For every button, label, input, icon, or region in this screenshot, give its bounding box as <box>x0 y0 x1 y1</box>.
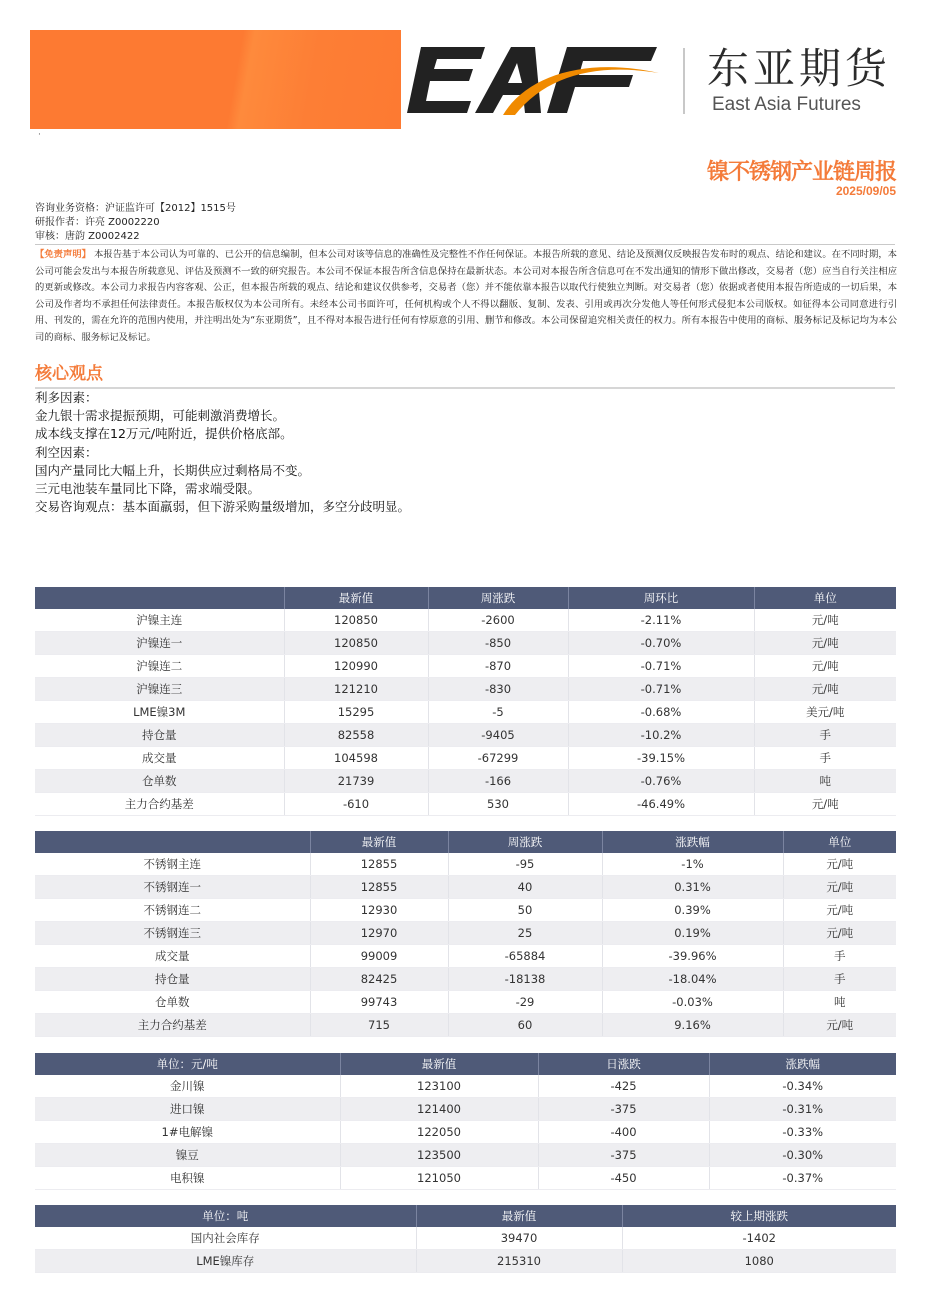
header-cell: 最新值 <box>340 1053 538 1075</box>
cell: 99009 <box>310 945 448 968</box>
cell: 12970 <box>310 922 448 945</box>
spot-nickel-table <box>35 1053 896 1190</box>
core-line: 利多因素： <box>35 390 98 405</box>
cell: 1#电解镍 <box>35 1121 340 1144</box>
cell: -166 <box>428 770 568 793</box>
cell: -0.68% <box>568 701 754 724</box>
cell: 仓单数 <box>35 991 310 1014</box>
company-name-cn: 东亚期货 <box>707 44 892 93</box>
cell: 美元/吨 <box>754 701 896 724</box>
bullet-mark: · <box>38 130 41 140</box>
cell: -2.11% <box>568 609 754 632</box>
author-line: 研报作者：许亮 Z0002220 <box>35 217 160 228</box>
cell: 元/吨 <box>754 609 896 632</box>
header-cell: 涨跌幅 <box>602 831 783 853</box>
cell: -0.34% <box>709 1075 896 1098</box>
nickel-futures-table <box>35 587 896 816</box>
cell: 手 <box>754 747 896 770</box>
table-row <box>35 701 896 724</box>
cell: LME镍库存 <box>35 1250 416 1273</box>
cell: -18138 <box>448 968 602 991</box>
table-row <box>35 724 896 747</box>
cell: -425 <box>538 1075 709 1098</box>
cell: -870 <box>428 655 568 678</box>
cell: 主力合约基差 <box>35 793 284 816</box>
table-row <box>35 747 896 770</box>
core-line: 三元电池装车量同比下降，需求端受限。 <box>35 481 261 497</box>
header-cell: 单位：吨 <box>35 1205 416 1227</box>
cell: 215310 <box>416 1250 622 1273</box>
header-cell: 涨跌幅 <box>709 1053 896 1075</box>
cell: 手 <box>783 968 896 991</box>
cell: -400 <box>538 1121 709 1144</box>
cell: 持仓量 <box>35 968 310 991</box>
cell: 手 <box>754 724 896 747</box>
reviewer-line: 审核：唐韵 Z0002422 <box>35 231 140 242</box>
cell: 元/吨 <box>754 655 896 678</box>
cell: -0.30% <box>709 1144 896 1167</box>
header-cell <box>35 831 310 853</box>
cell: 12930 <box>310 899 448 922</box>
table-row <box>35 1121 896 1144</box>
table-row <box>35 876 896 899</box>
core-view-title: 核心观点 <box>35 364 103 384</box>
table-row <box>35 853 896 876</box>
cell: 122050 <box>340 1121 538 1144</box>
header-cell: 单位 <box>783 831 896 853</box>
table-row <box>35 1227 896 1250</box>
meta-divider <box>35 244 895 245</box>
cell: -0.76% <box>568 770 754 793</box>
header-cell: 最新值 <box>284 587 428 609</box>
cell: 元/吨 <box>783 853 896 876</box>
cell: 电积镍 <box>35 1167 340 1190</box>
cell: -0.31% <box>709 1098 896 1121</box>
cell: 国内社会库存 <box>35 1227 416 1250</box>
eaf-logo-icon <box>407 45 667 115</box>
cell: 12855 <box>310 853 448 876</box>
cell: 60 <box>448 1014 602 1037</box>
cell: -1% <box>602 853 783 876</box>
cell: -0.71% <box>568 678 754 701</box>
cell: 0.19% <box>602 922 783 945</box>
cell: 元/吨 <box>783 922 896 945</box>
cell: 不锈钢连一 <box>35 876 310 899</box>
table-row <box>35 1075 896 1098</box>
cell: 25 <box>448 922 602 945</box>
table-row <box>35 1014 896 1037</box>
cell: 不锈钢连三 <box>35 922 310 945</box>
cell: 元/吨 <box>783 876 896 899</box>
cell: -10.2% <box>568 724 754 747</box>
inventory-table <box>35 1205 896 1273</box>
cell: 123500 <box>340 1144 538 1167</box>
table-row <box>35 609 896 632</box>
cell: 715 <box>310 1014 448 1037</box>
cell: 手 <box>783 945 896 968</box>
table-row <box>35 655 896 678</box>
core-line: 金九银十需求提振预期，可能刺激消费增长。 <box>35 408 286 424</box>
cell: 21739 <box>284 770 428 793</box>
cell: 0.39% <box>602 899 783 922</box>
core-line: 国内产量同比大幅上升，长期供应过剩格局不变。 <box>35 462 311 478</box>
cell: 沪镍主连 <box>35 609 284 632</box>
table-row <box>35 1250 896 1273</box>
table-row <box>35 1144 896 1167</box>
cell: 镍豆 <box>35 1144 340 1167</box>
header-cell: 周环比 <box>568 587 754 609</box>
cell: LME镍3M <box>35 701 284 724</box>
cell: -65884 <box>448 945 602 968</box>
cell: -375 <box>538 1144 709 1167</box>
cell: 1080 <box>622 1250 896 1273</box>
table-row <box>35 1167 896 1190</box>
cell: 持仓量 <box>35 724 284 747</box>
cell: -450 <box>538 1167 709 1190</box>
cell: 沪镍连三 <box>35 678 284 701</box>
cell: 121210 <box>284 678 428 701</box>
cell: 15295 <box>284 701 428 724</box>
cell: 不锈钢连二 <box>35 899 310 922</box>
disclaimer-tag: 【免责声明】 <box>35 249 92 260</box>
cell: -0.03% <box>602 991 783 1014</box>
cell: 元/吨 <box>754 678 896 701</box>
cell: 进口镍 <box>35 1098 340 1121</box>
cell: 12855 <box>310 876 448 899</box>
cell: 沪镍连一 <box>35 632 284 655</box>
table-row <box>35 793 896 816</box>
cell: -610 <box>284 793 428 816</box>
cell: -29 <box>448 991 602 1014</box>
cell: 40 <box>448 876 602 899</box>
table-row <box>35 678 896 701</box>
report-title: 镍不锈钢产业链周报 <box>706 160 896 185</box>
cell: 50 <box>448 899 602 922</box>
company-name-en: East Asia Futures <box>712 94 861 115</box>
cell: -2600 <box>428 609 568 632</box>
cell: 99743 <box>310 991 448 1014</box>
table-row <box>35 968 896 991</box>
cell: 仓单数 <box>35 770 284 793</box>
cell: 吨 <box>754 770 896 793</box>
cell: -9405 <box>428 724 568 747</box>
core-line: 利空因素： <box>35 444 98 460</box>
header-cell: 较上期涨跌 <box>622 1205 896 1227</box>
cell: 530 <box>428 793 568 816</box>
cell: -18.04% <box>602 968 783 991</box>
cell: 120990 <box>284 655 428 678</box>
cell: 元/吨 <box>754 793 896 816</box>
qualification-line: 咨询业务资格：沪证监许可【2012】1515号 <box>35 203 236 214</box>
cell: 121050 <box>340 1167 538 1190</box>
core-line: 交易咨询观点：基本面羸弱，但下游采购量级增加，多空分歧明显。 <box>35 499 411 515</box>
core-view-body <box>35 389 410 516</box>
logo-divider <box>683 48 685 114</box>
header-cell: 日涨跌 <box>538 1053 709 1075</box>
table-row <box>35 632 896 655</box>
cell: -0.70% <box>568 632 754 655</box>
table-row <box>35 922 896 945</box>
cell: 元/吨 <box>754 632 896 655</box>
cell: 元/吨 <box>783 1014 896 1037</box>
orange-banner <box>30 30 401 129</box>
cell: 82425 <box>310 968 448 991</box>
cell: -5 <box>428 701 568 724</box>
cell: 123100 <box>340 1075 538 1098</box>
header-cell: 单位 <box>754 587 896 609</box>
header-cell: 周涨跌 <box>428 587 568 609</box>
cell: 82558 <box>284 724 428 747</box>
cell: 120850 <box>284 609 428 632</box>
cell: -830 <box>428 678 568 701</box>
header-cell <box>35 587 284 609</box>
table-row <box>35 1098 896 1121</box>
cell: -95 <box>448 853 602 876</box>
header-cell: 最新值 <box>416 1205 622 1227</box>
cell: -39.96% <box>602 945 783 968</box>
core-line: 成本线支撑在12万元/吨附近，提供价格底部。 <box>35 426 293 442</box>
cell: 104598 <box>284 747 428 770</box>
cell: 9.16% <box>602 1014 783 1037</box>
cell: -1402 <box>622 1227 896 1250</box>
disclaimer-text: 本报告基于本公司认为可靠的、已公开的信息编制，但本公司对该等信息的准确性及完整性不作任何保证。本报告所载的意见、结论及预测仅反映报告发布时的观点、结论和建议。在不同时期，本公司可能会发出与本报告所载意见、评估及预测不一致的研究报告。本公司不保证本报告所含信息保持在最新状态。本公司对本报告所含信息可在不发出通知的情形下做出修改，交易者（您）应当自行关注相应的更新或修改。本公司力求报告内容客观、公正，但本报告所载的观点、结论和建议仅供参考，交易者（您）并不能依靠本报告以取代行使独立判断。对交易者（您）依据或者使用本报告所造成的一切后果，本公司及作者均不承担任何法律责任。本报告版权仅为本公司所有。未经本公司书面许可，任何机构或个人不得以翻版、复制、发表、引用或再次分发他人等任何形式侵犯本公司版权。如征得本公司同意进行引用、刊发的，需在允许的范围内使用，并注明出处为“东亚期货”，且不得对本报告进行任何有悖原意的引用、删节和修改。本公司保留追究相关责任的权力。所有本报告中使用的商标、服务标记及标记均为本公司的商标、服务标记及标记。 <box>35 249 897 343</box>
cell: 0.31% <box>602 876 783 899</box>
cell: 吨 <box>783 991 896 1014</box>
cell: 金川镍 <box>35 1075 340 1098</box>
cell: -0.37% <box>709 1167 896 1190</box>
stainless-futures-table <box>35 831 896 1037</box>
cell: -39.15% <box>568 747 754 770</box>
cell: 主力合约基差 <box>35 1014 310 1037</box>
table-row <box>35 945 896 968</box>
disclaimer <box>35 247 897 347</box>
cell: -375 <box>538 1098 709 1121</box>
header-cell: 单位：元/吨 <box>35 1053 340 1075</box>
cell: 成交量 <box>35 747 284 770</box>
header-cell: 最新值 <box>310 831 448 853</box>
table-row <box>35 991 896 1014</box>
cell: -0.33% <box>709 1121 896 1144</box>
cell: 元/吨 <box>783 899 896 922</box>
cell: -850 <box>428 632 568 655</box>
cell: 39470 <box>416 1227 622 1250</box>
cell: 不锈钢主连 <box>35 853 310 876</box>
cell: 成交量 <box>35 945 310 968</box>
cell: 121400 <box>340 1098 538 1121</box>
report-date: 2025/09/05 <box>835 184 896 198</box>
cell: -0.71% <box>568 655 754 678</box>
table-row <box>35 899 896 922</box>
header-cell: 周涨跌 <box>448 831 602 853</box>
cell: -46.49% <box>568 793 754 816</box>
cell: -67299 <box>428 747 568 770</box>
cell: 沪镍连二 <box>35 655 284 678</box>
cell: 120850 <box>284 632 428 655</box>
table-row <box>35 770 896 793</box>
